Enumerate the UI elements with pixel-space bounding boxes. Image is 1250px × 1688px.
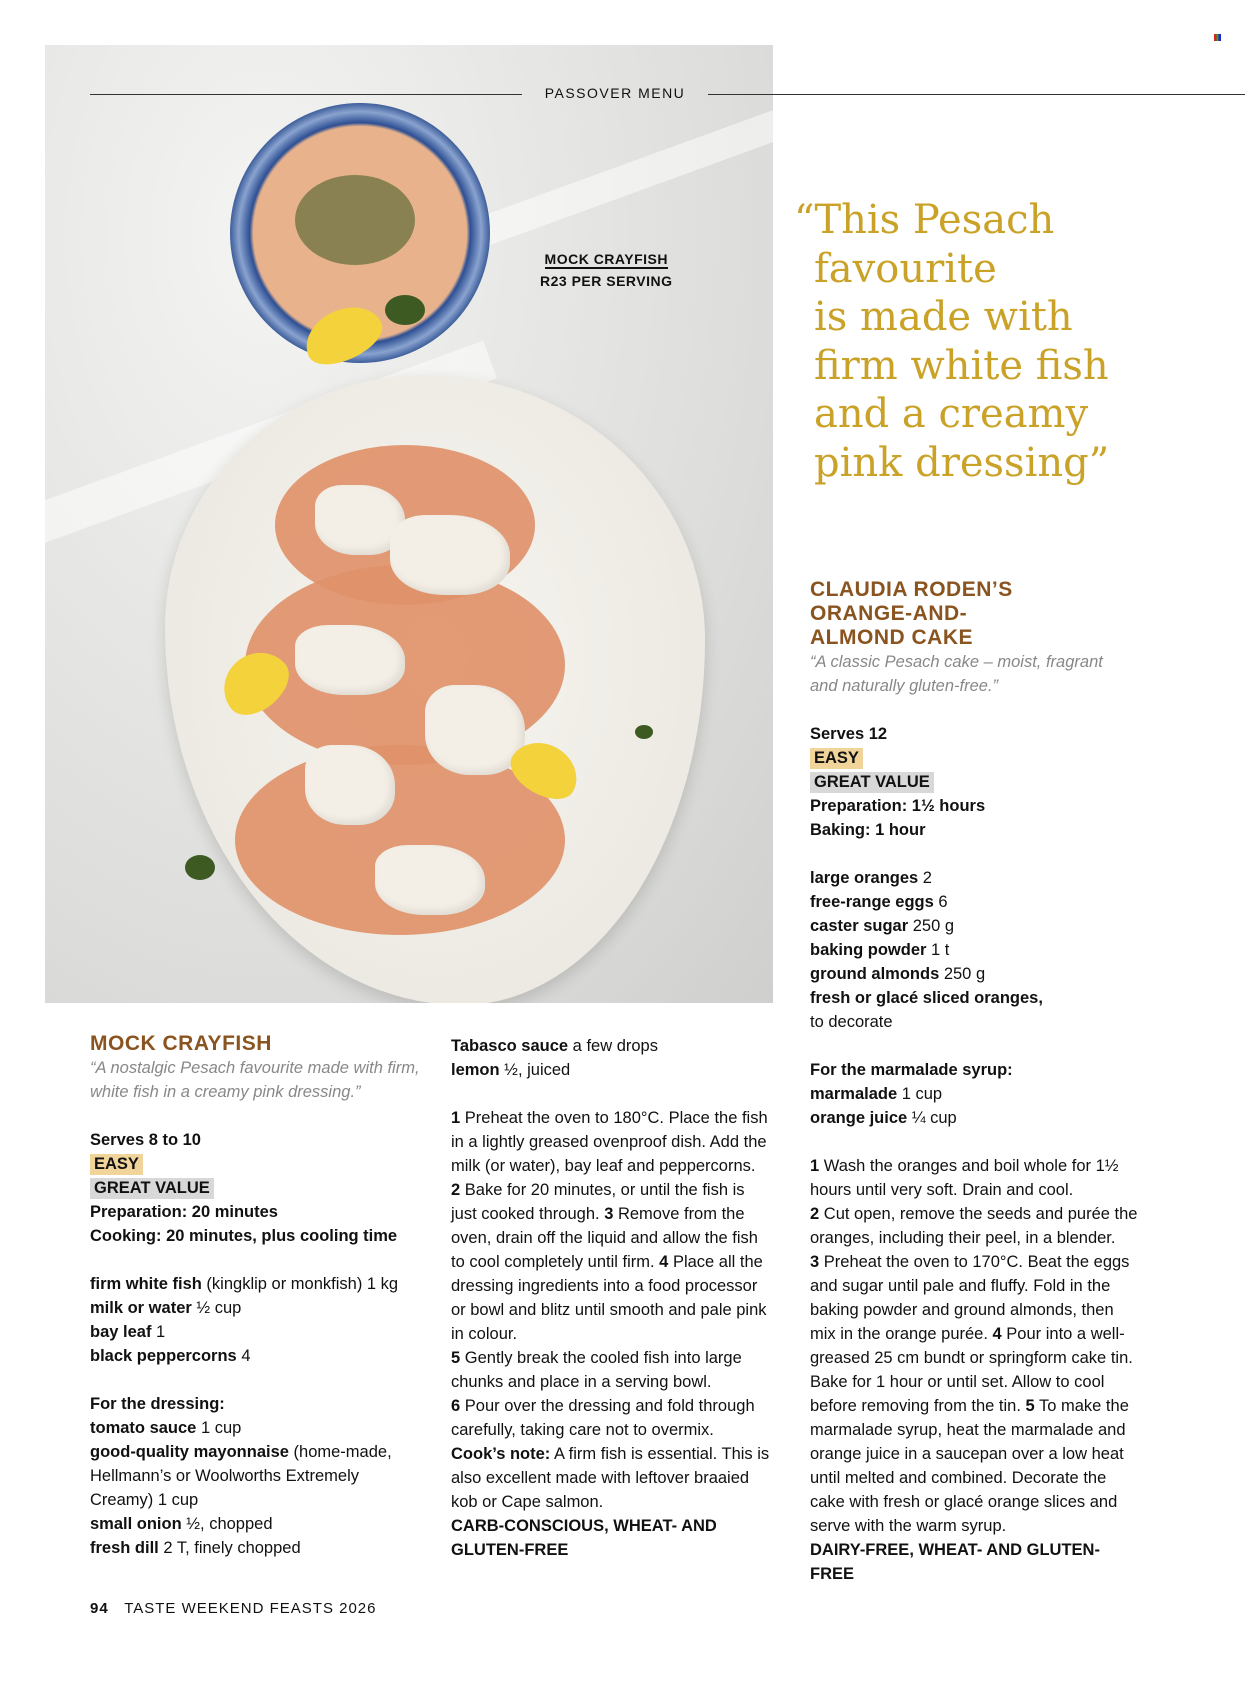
ingredient-qty: ¼ cup — [907, 1109, 957, 1127]
serves: Serves 8 to 10 — [90, 1131, 201, 1149]
ingredient — [810, 1106, 1140, 1130]
pull-quote-line: is made with — [814, 294, 1073, 340]
recipe-intro — [810, 650, 1140, 698]
bake-time: Baking: 1 hour — [810, 821, 926, 839]
intro-line: and naturally gluten-free.” — [810, 677, 999, 695]
ingredient — [810, 938, 1140, 962]
step-number: 1 — [451, 1109, 461, 1127]
intro-line: “A nostalgic Pesach favourite made with firm, — [90, 1059, 420, 1077]
ingredient-name: marmalade — [810, 1085, 898, 1103]
mock-crayfish-info — [90, 1032, 430, 1560]
ingredient — [810, 962, 1140, 986]
method-step — [451, 1178, 773, 1346]
ingredient-name: ground almonds — [810, 965, 940, 983]
ingredient-name: fresh or glacé sliced oranges, — [810, 989, 1043, 1007]
prep-time: Preparation: 1½ hours — [810, 797, 986, 815]
step-number: 2 — [451, 1181, 461, 1199]
ingredient — [90, 1416, 430, 1440]
ingredient-qty: Hellmann’s or Woolworths Extremely — [90, 1467, 359, 1485]
note-label: Cook’s note: — [451, 1445, 551, 1463]
ingredient-qty: 2 — [918, 869, 932, 887]
pull-quote-line: and a creamy — [814, 391, 1089, 437]
step-text: Wash the oranges and boil whole for 1½ hours until very soft. Drain and cool. — [810, 1157, 1119, 1199]
publication-name: TASTE WEEKEND FEASTS 2026 — [124, 1600, 377, 1617]
ingredient-qty: 250 g — [908, 917, 955, 935]
intro-line: white fish in a creamy pink dressing.” — [90, 1083, 361, 1101]
step-number: 5 — [1025, 1397, 1035, 1415]
photo-caption-title: MOCK CRAYFISH — [544, 251, 668, 267]
cake-recipe — [810, 578, 1140, 1586]
title-line: ORANGE-AND- — [810, 602, 968, 625]
pull-quote-line: favourite — [814, 245, 997, 292]
ingredient — [810, 914, 1140, 938]
ingredient-qty: 2 T, finely chopped — [158, 1539, 301, 1557]
step-number: 2 — [810, 1205, 820, 1223]
ingredient-name: firm white fish — [90, 1275, 202, 1293]
ingredient — [810, 986, 1140, 1010]
method-step — [810, 1202, 1140, 1250]
step-number: 3 — [810, 1253, 820, 1271]
page-number: 94 — [90, 1600, 109, 1617]
corner-mark — [1214, 34, 1221, 41]
title-line: CLAUDIA RODEN’S — [810, 578, 1013, 601]
ingredient — [810, 866, 1140, 890]
ingredient — [90, 1344, 430, 1368]
ingredient-qty: 6 — [933, 893, 948, 911]
step-number: 4 — [992, 1325, 1002, 1343]
step-text: Remove from the oven, drain off the liquid and allow the fish to cool completely until firm. — [451, 1205, 758, 1271]
step-number: 6 — [451, 1397, 461, 1415]
ingredient-qty: (kingklip or monkfish) 1 kg — [201, 1275, 399, 1293]
ingredient-qty: 250 g — [939, 965, 986, 983]
photo-caption-price: R23 PER SERVING — [540, 273, 673, 289]
step-text: To make the marmalade syrup, heat the marmalade and orange juice in a saucepan over a low heat until melted and combined. Decorate the cake with fresh or glacé orange slices and serve with the warm syrup. — [810, 1397, 1129, 1535]
step-text: Pour into a well-greased 25 cm bundt or springform cake tin. Bake for 1 hour or until set. Allow to cool before removing from the tin. — [810, 1325, 1133, 1415]
section-title: PASSOVER MENU — [544, 85, 686, 101]
ingredient-name: Tabasco sauce — [451, 1037, 569, 1055]
ingredient — [810, 1082, 1140, 1106]
ingredient-qty: ½ cup — [191, 1299, 242, 1317]
ingredient-name: free-range eggs — [810, 893, 934, 911]
cooks-note — [451, 1442, 773, 1514]
step-text: Preheat the oven to 180°C. Place the fish in a lightly greased ovenproof dish. Add the milk (or water), bay leaf and peppercorns. — [451, 1109, 768, 1175]
ingredient — [90, 1512, 430, 1536]
pull-quote-line: firm white fish — [814, 342, 1109, 389]
ingredient-name: bay leaf — [90, 1323, 152, 1341]
ingredient-qty: 1 cup — [897, 1085, 943, 1103]
method-step — [451, 1394, 773, 1442]
mock-crayfish-method — [451, 1034, 773, 1562]
dressing-heading: For the dressing: — [90, 1395, 225, 1413]
ingredient — [810, 890, 1140, 914]
easy-badge: EASY — [90, 1154, 143, 1175]
step-text: Gently break the cooled fish into large chunks and place in a serving bowl. — [451, 1349, 742, 1391]
ingredient-name: milk or water — [90, 1299, 192, 1317]
ingredient-qty: (home-made, — [288, 1443, 392, 1461]
step-number: 5 — [451, 1349, 461, 1367]
step-text: Cut open, remove the seeds and purée the oranges, including their peel, in a blender. — [810, 1205, 1138, 1247]
ingredient — [810, 1010, 1140, 1034]
ingredient-qty: 4 — [236, 1347, 251, 1365]
ingredient — [90, 1536, 430, 1560]
step-number: 1 — [810, 1157, 820, 1175]
page-footer — [90, 1600, 377, 1617]
ingredient-name: orange juice — [810, 1109, 908, 1127]
ingredient-name: fresh dill — [90, 1539, 159, 1557]
pull-quote-line: pink dressing” — [814, 439, 1110, 486]
step-text: Preheat the oven to 170°C. Beat the eggs and sugar until pale and fluffy. Fold in the baking powder and ground almonds, then mix in the orange purée. — [810, 1253, 1130, 1343]
easy-badge: EASY — [810, 748, 863, 769]
ingredient-qty: to decorate — [810, 1013, 893, 1031]
ingredient — [90, 1440, 430, 1464]
step-text: Bake for 20 minutes, or until the fish is just cooked through. — [451, 1181, 745, 1223]
ingredient-name: tomato sauce — [90, 1419, 197, 1437]
ingredient-name: small onion — [90, 1515, 182, 1533]
step-number: 4 — [659, 1253, 669, 1271]
ingredient-qty: 1 t — [926, 941, 950, 959]
ingredient — [451, 1034, 773, 1058]
ingredient — [90, 1272, 430, 1296]
ingredient-name: good-quality mayonnaise — [90, 1443, 289, 1461]
divider — [90, 94, 522, 95]
intro-line: “A classic Pesach cake – moist, fragrant — [810, 653, 1103, 671]
ingredient-qty: 1 cup — [196, 1419, 242, 1437]
ingredient-qty: Creamy) 1 cup — [90, 1491, 199, 1509]
diet-info: DAIRY-FREE, WHEAT- AND GLUTEN-FREE — [810, 1541, 1100, 1583]
prep-time: Preparation: 20 minutes — [90, 1203, 278, 1221]
ingredient-name: large oranges — [810, 869, 919, 887]
ingredient-name: caster sugar — [810, 917, 909, 935]
title-line: ALMOND CAKE — [810, 626, 973, 649]
ingredient — [90, 1464, 430, 1488]
recipe-title: MOCK CRAYFISH — [90, 1032, 272, 1055]
section-header — [90, 84, 1245, 104]
ingredient-qty: a few drops — [568, 1037, 658, 1055]
divider — [708, 94, 1245, 95]
step-text: Pour over the dressing and fold through carefully, taking care not to overmix. — [451, 1397, 755, 1439]
ingredient — [451, 1058, 773, 1082]
method-step — [451, 1346, 773, 1394]
diet-info: CARB-CONSCIOUS, WHEAT- AND GLUTEN-FREE — [451, 1517, 717, 1559]
ingredient-name: baking powder — [810, 941, 927, 959]
syrup-heading: For the marmalade syrup: — [810, 1061, 1013, 1079]
serves: Serves 12 — [810, 725, 888, 743]
great-value-badge: GREAT VALUE — [810, 772, 934, 793]
note-text: A firm fish is essential. This is also excellent made with leftover braaied kob or Cape salmon. — [451, 1445, 770, 1511]
cook-time: Cooking: 20 minutes, plus cooling time — [90, 1227, 398, 1245]
ingredient — [90, 1296, 430, 1320]
great-value-badge: GREAT VALUE — [90, 1178, 214, 1199]
ingredient-name: black peppercorns — [90, 1347, 237, 1365]
ingredient — [90, 1488, 430, 1512]
photo-caption — [540, 248, 673, 292]
ingredient-qty: 1 — [151, 1323, 166, 1341]
recipe-intro — [90, 1056, 430, 1104]
method-step — [810, 1154, 1140, 1202]
ingredient — [90, 1320, 430, 1344]
step-number: 3 — [604, 1205, 614, 1223]
pull-quote-line: “This Pesach — [794, 197, 1055, 243]
method-step — [810, 1250, 1140, 1538]
ingredient-qty: ½, chopped — [181, 1515, 273, 1533]
mock-crayfish-photo — [45, 45, 773, 1003]
step-text: Place all the dressing ingredients into a food processor or bowl and blitz until smooth and pale pink in colour. — [451, 1253, 767, 1343]
ingredient-name: lemon — [451, 1061, 500, 1079]
ingredient-qty: ½, juiced — [499, 1061, 571, 1079]
pull-quote — [794, 196, 1109, 487]
recipe-title — [810, 578, 1140, 650]
method-step — [451, 1106, 773, 1178]
